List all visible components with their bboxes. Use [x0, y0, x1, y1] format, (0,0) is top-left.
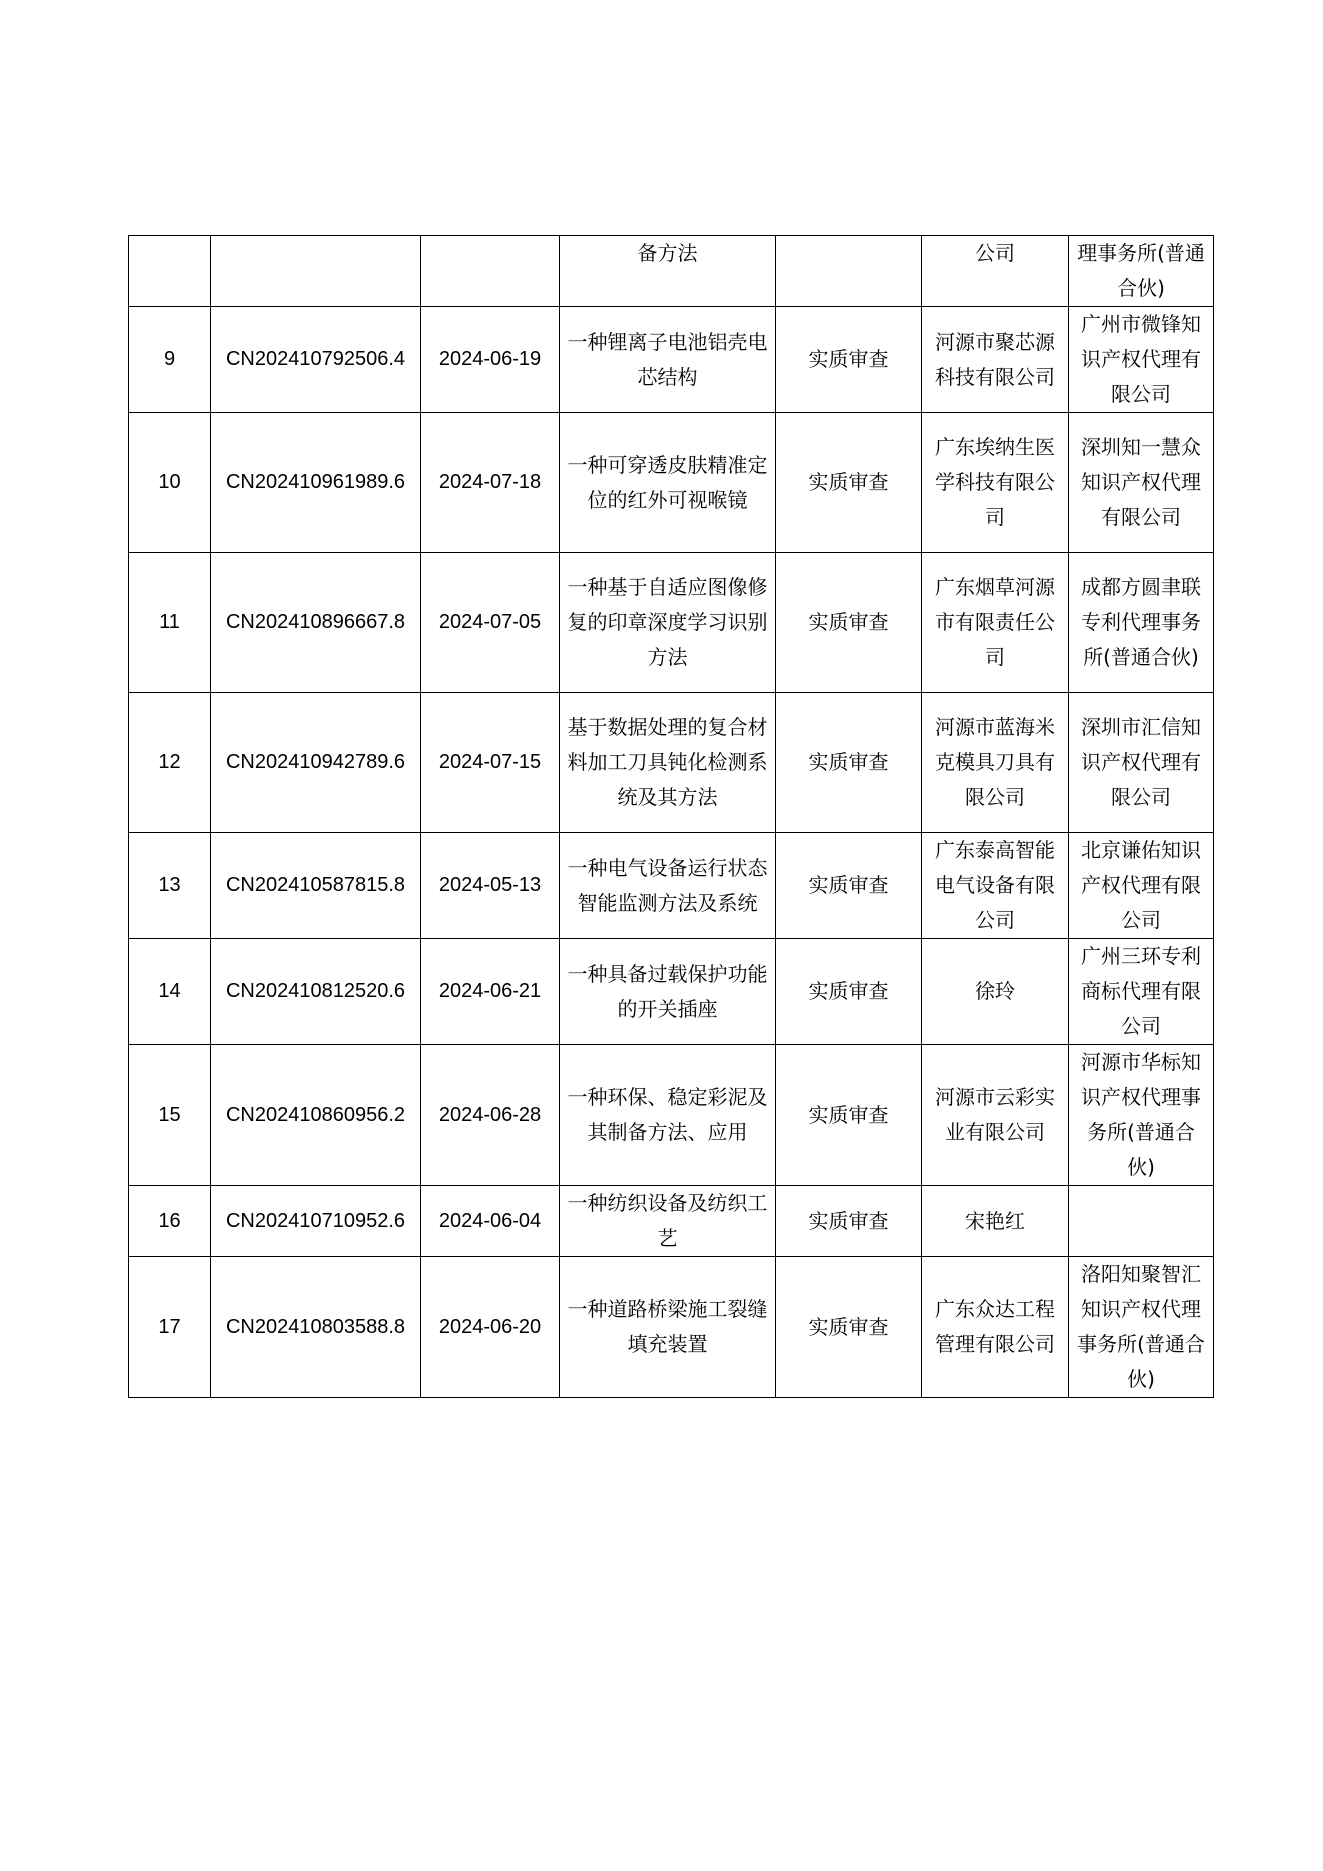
- status-cell: 实质审查: [776, 833, 922, 939]
- agency-cell: 河源市华标知识产权代理事务所(普通合伙): [1069, 1045, 1214, 1186]
- table-row: [129, 307, 1214, 413]
- filing-date-cell: 2024-05-13: [421, 833, 560, 939]
- applicant-cell: 河源市云彩实业有限公司: [922, 1045, 1069, 1186]
- table-row: [129, 693, 1214, 833]
- filing-date-cell: 2024-06-20: [421, 1257, 560, 1398]
- seq-cell: 16: [129, 1186, 211, 1257]
- table-row: [129, 1186, 1214, 1257]
- seq-cell: 11: [129, 553, 211, 693]
- filing-date-cell: [421, 236, 560, 307]
- agency-cell: 北京谦佑知识产权代理有限公司: [1069, 833, 1214, 939]
- filing-date-cell: 2024-06-04: [421, 1186, 560, 1257]
- patent-number-cell: CN202410803588.8: [211, 1257, 421, 1398]
- applicant-cell: 广东烟草河源市有限责任公司: [922, 553, 1069, 693]
- patent-number-cell: CN202410961989.6: [211, 413, 421, 553]
- agency-cell: 成都方圆聿联专利代理事务所(普通合伙): [1069, 553, 1214, 693]
- applicant-cell: 宋艳红: [922, 1186, 1069, 1257]
- agency-cell: 广州三环专利商标代理有限公司: [1069, 939, 1214, 1045]
- status-cell: 实质审查: [776, 553, 922, 693]
- agency-cell: 洛阳知聚智汇知识产权代理事务所(普通合伙): [1069, 1257, 1214, 1398]
- status-cell: 实质审查: [776, 1045, 922, 1186]
- table-row: [129, 939, 1214, 1045]
- title-cell: 一种道路桥梁施工裂缝填充装置: [560, 1257, 776, 1398]
- table-row-continuation: [129, 236, 1214, 307]
- table-row: [129, 1257, 1214, 1398]
- title-cell: 一种环保、稳定彩泥及其制备方法、应用: [560, 1045, 776, 1186]
- patent-number-cell: CN202410860956.2: [211, 1045, 421, 1186]
- seq-cell: 9: [129, 307, 211, 413]
- title-cell: 一种锂离子电池铝壳电芯结构: [560, 307, 776, 413]
- applicant-cell: 河源市蓝海米克模具刀具有限公司: [922, 693, 1069, 833]
- seq-cell: 15: [129, 1045, 211, 1186]
- title-cell: 一种纺织设备及纺织工艺: [560, 1186, 776, 1257]
- applicant-cell: 河源市聚芯源科技有限公司: [922, 307, 1069, 413]
- filing-date-cell: 2024-07-15: [421, 693, 560, 833]
- table-row: [129, 1045, 1214, 1186]
- patent-number-cell: CN202410587815.8: [211, 833, 421, 939]
- title-cell: 一种电气设备运行状态智能监测方法及系统: [560, 833, 776, 939]
- status-cell: 实质审查: [776, 1257, 922, 1398]
- title-cell: 备方法: [560, 236, 776, 307]
- status-cell: 实质审查: [776, 1186, 922, 1257]
- patent-number-cell: CN202410812520.6: [211, 939, 421, 1045]
- seq-cell: [129, 236, 211, 307]
- seq-cell: 13: [129, 833, 211, 939]
- applicant-cell: 广东众达工程管理有限公司: [922, 1257, 1069, 1398]
- seq-cell: 17: [129, 1257, 211, 1398]
- filing-date-cell: 2024-06-21: [421, 939, 560, 1045]
- status-cell: 实质审查: [776, 413, 922, 553]
- table-row: [129, 833, 1214, 939]
- title-cell: 一种可穿透皮肤精准定位的红外可视喉镜: [560, 413, 776, 553]
- applicant-cell: 公司: [922, 236, 1069, 307]
- filing-date-cell: 2024-06-19: [421, 307, 560, 413]
- patent-number-cell: [211, 236, 421, 307]
- patent-number-cell: CN202410792506.4: [211, 307, 421, 413]
- filing-date-cell: 2024-06-28: [421, 1045, 560, 1186]
- seq-cell: 10: [129, 413, 211, 553]
- table-row: [129, 413, 1214, 553]
- applicant-cell: 广东泰高智能电气设备有限公司: [922, 833, 1069, 939]
- agency-cell: 深圳知一慧众知识产权代理有限公司: [1069, 413, 1214, 553]
- status-cell: 实质审查: [776, 693, 922, 833]
- agency-cell: 理事务所(普通合伙): [1069, 236, 1214, 307]
- title-cell: 一种具备过载保护功能的开关插座: [560, 939, 776, 1045]
- seq-cell: 12: [129, 693, 211, 833]
- filing-date-cell: 2024-07-18: [421, 413, 560, 553]
- applicant-cell: 广东埃纳生医学科技有限公司: [922, 413, 1069, 553]
- patent-table: [128, 235, 1214, 1398]
- table-row: [129, 553, 1214, 693]
- title-cell: 一种基于自适应图像修复的印章深度学习识别方法: [560, 553, 776, 693]
- status-cell: 实质审查: [776, 939, 922, 1045]
- status-cell: 实质审查: [776, 307, 922, 413]
- agency-cell: [1069, 1186, 1214, 1257]
- patent-number-cell: CN202410942789.6: [211, 693, 421, 833]
- agency-cell: 广州市微锋知识产权代理有限公司: [1069, 307, 1214, 413]
- agency-cell: 深圳市汇信知识产权代理有限公司: [1069, 693, 1214, 833]
- status-cell: [776, 236, 922, 307]
- patent-number-cell: CN202410710952.6: [211, 1186, 421, 1257]
- patent-number-cell: CN202410896667.8: [211, 553, 421, 693]
- applicant-cell: 徐玲: [922, 939, 1069, 1045]
- filing-date-cell: 2024-07-05: [421, 553, 560, 693]
- title-cell: 基于数据处理的复合材料加工刀具钝化检测系统及其方法: [560, 693, 776, 833]
- seq-cell: 14: [129, 939, 211, 1045]
- table-body: [129, 236, 1214, 1398]
